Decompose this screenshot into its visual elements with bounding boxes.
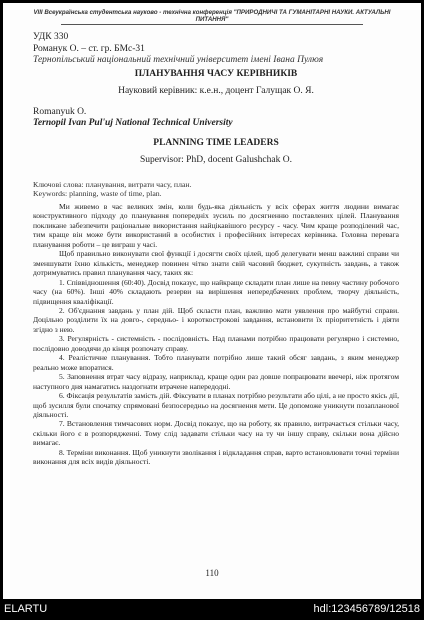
paragraph: 7. Встановлення тимчасових норм. Досвід показує, що на роботу, як правило, витрачається стільки часу, скільки його є в розпорядженні. Тому слід задавати стільки часу на ту чи іншу справу, скільки вона дійсно вимагає.: [33, 419, 399, 448]
udk-code: УДК 330: [33, 32, 69, 42]
title-en: PLANNING TIME LEADERS: [153, 138, 279, 148]
supervisor-ua: Науковий керівник: к.е.н., доцент Галущак О. Я.: [118, 86, 314, 96]
paragraph: 2. Об'єднання завдань у план дій. Щоб скласти план, важливо мати уявлення про майбутні справи. Доцільно розділити їх на довго-, середньо- і короткострокові завдання, встановити їх пріоритетність і діяти згідно з нею.: [33, 305, 399, 334]
conference-header: VIII Всеукраїнська студентська науково - технічна конференція "ПРИРОДНИЧІ ТА ГУМАНІТАРНІ НАУКИ. АКТУАЛЬНІ ПИТАННЯ": [33, 9, 391, 24]
paragraph: 5. Заповнення втрат часу відразу, наприклад, краще один раз довше попрацювати ввечері, ніж протягом наступного дня намагатись наздогнати втрачене напередодні.: [33, 372, 399, 391]
page-number: 110: [205, 568, 219, 578]
supervisor-en: Supervisor: PhD, docent Galushchak O.: [140, 155, 292, 165]
paragraph: 8. Терміни виконання. Щоб уникнути зволікання і відкладання справ, варто встановлювати точні терміни виконання для всіх видів діяльності.: [33, 447, 399, 467]
paragraph: 6. Фіксація результатів замість дій. Фіксувати в планах потрібно результати або цілі, а не просто якісь дії, щоб зусилля були спочатку спрямовані безпосередньо на досягнення мети. Це допоможе уникнути позапланової діяльності.: [33, 391, 399, 419]
repository-footer: [0, 599, 424, 620]
author-en: Romanyuk O.: [33, 107, 87, 117]
article-body: [33, 202, 399, 467]
paragraph: 4. Реалістичне планування. Тобто планувати потрібно лише такий обсяг завдань, з яким менеджер реально може впоратися.: [33, 353, 399, 372]
keywords-ua: Ключові слова: планування, витрати часу, план.: [33, 180, 192, 189]
handle-link[interactable]: hdl:123456789/12518: [313, 603, 420, 615]
paragraph: Ми живемо в час великих змін, коли будь-яка діяльність у всіх сферах життя людини вимагає конструктивного підходу до планування попередніх зусиль по досягненню поставлених цілей. Планування покликане забезпечити раціональне використання найцікавішого ресурсу - часу. Чим краще розподілений час, тим краще він може бути використаний в особистих і професійних інтересах керівника. Головна перевага планування роботи – це виграш у часі.: [33, 202, 399, 249]
author-ua: Романук О. – ст. гр. БМс-31: [33, 43, 145, 54]
paragraph: 3. Регулярність - системність - послідовність. Над планами потрібно працювати регулярно і системно, послідовно доводячи до кінця розпочату справу.: [33, 334, 399, 353]
institution-en: Ternopil Ivan Pul'uj National Technical University: [33, 118, 233, 128]
document-page: [3, 3, 421, 599]
title-ua: ПЛАНУВАННЯ ЧАСУ КЕРІВНИКІВ: [134, 69, 298, 79]
header-divider: [61, 24, 363, 25]
paragraph: Щоб правильно виконувати свої функції і досягти своїх цілей, щоб делегувати менш важливі справи чи зменшувати їхню кількість, менеджер повинен чітко знати свій часовий бюджет, сукупність завдань, а також дотримуватись правил планування часу, таких як:: [33, 249, 399, 278]
paragraph: 1. Співвідношення (60:40). Досвід показує, що найкраще складати план лише на певну частину робочого часу (на 60%). Інші 40% складають резерви на вирішення непередбачених проблем, творчу діяльність, підвищення кваліфікації.: [33, 277, 399, 306]
keywords-en: Keywords: planning, waste of time, plan.: [33, 189, 162, 198]
institution-ua: Тернопільський національний технічний університет імені Івана Пулюя: [33, 55, 324, 65]
repository-name: ELARTU: [4, 603, 48, 615]
